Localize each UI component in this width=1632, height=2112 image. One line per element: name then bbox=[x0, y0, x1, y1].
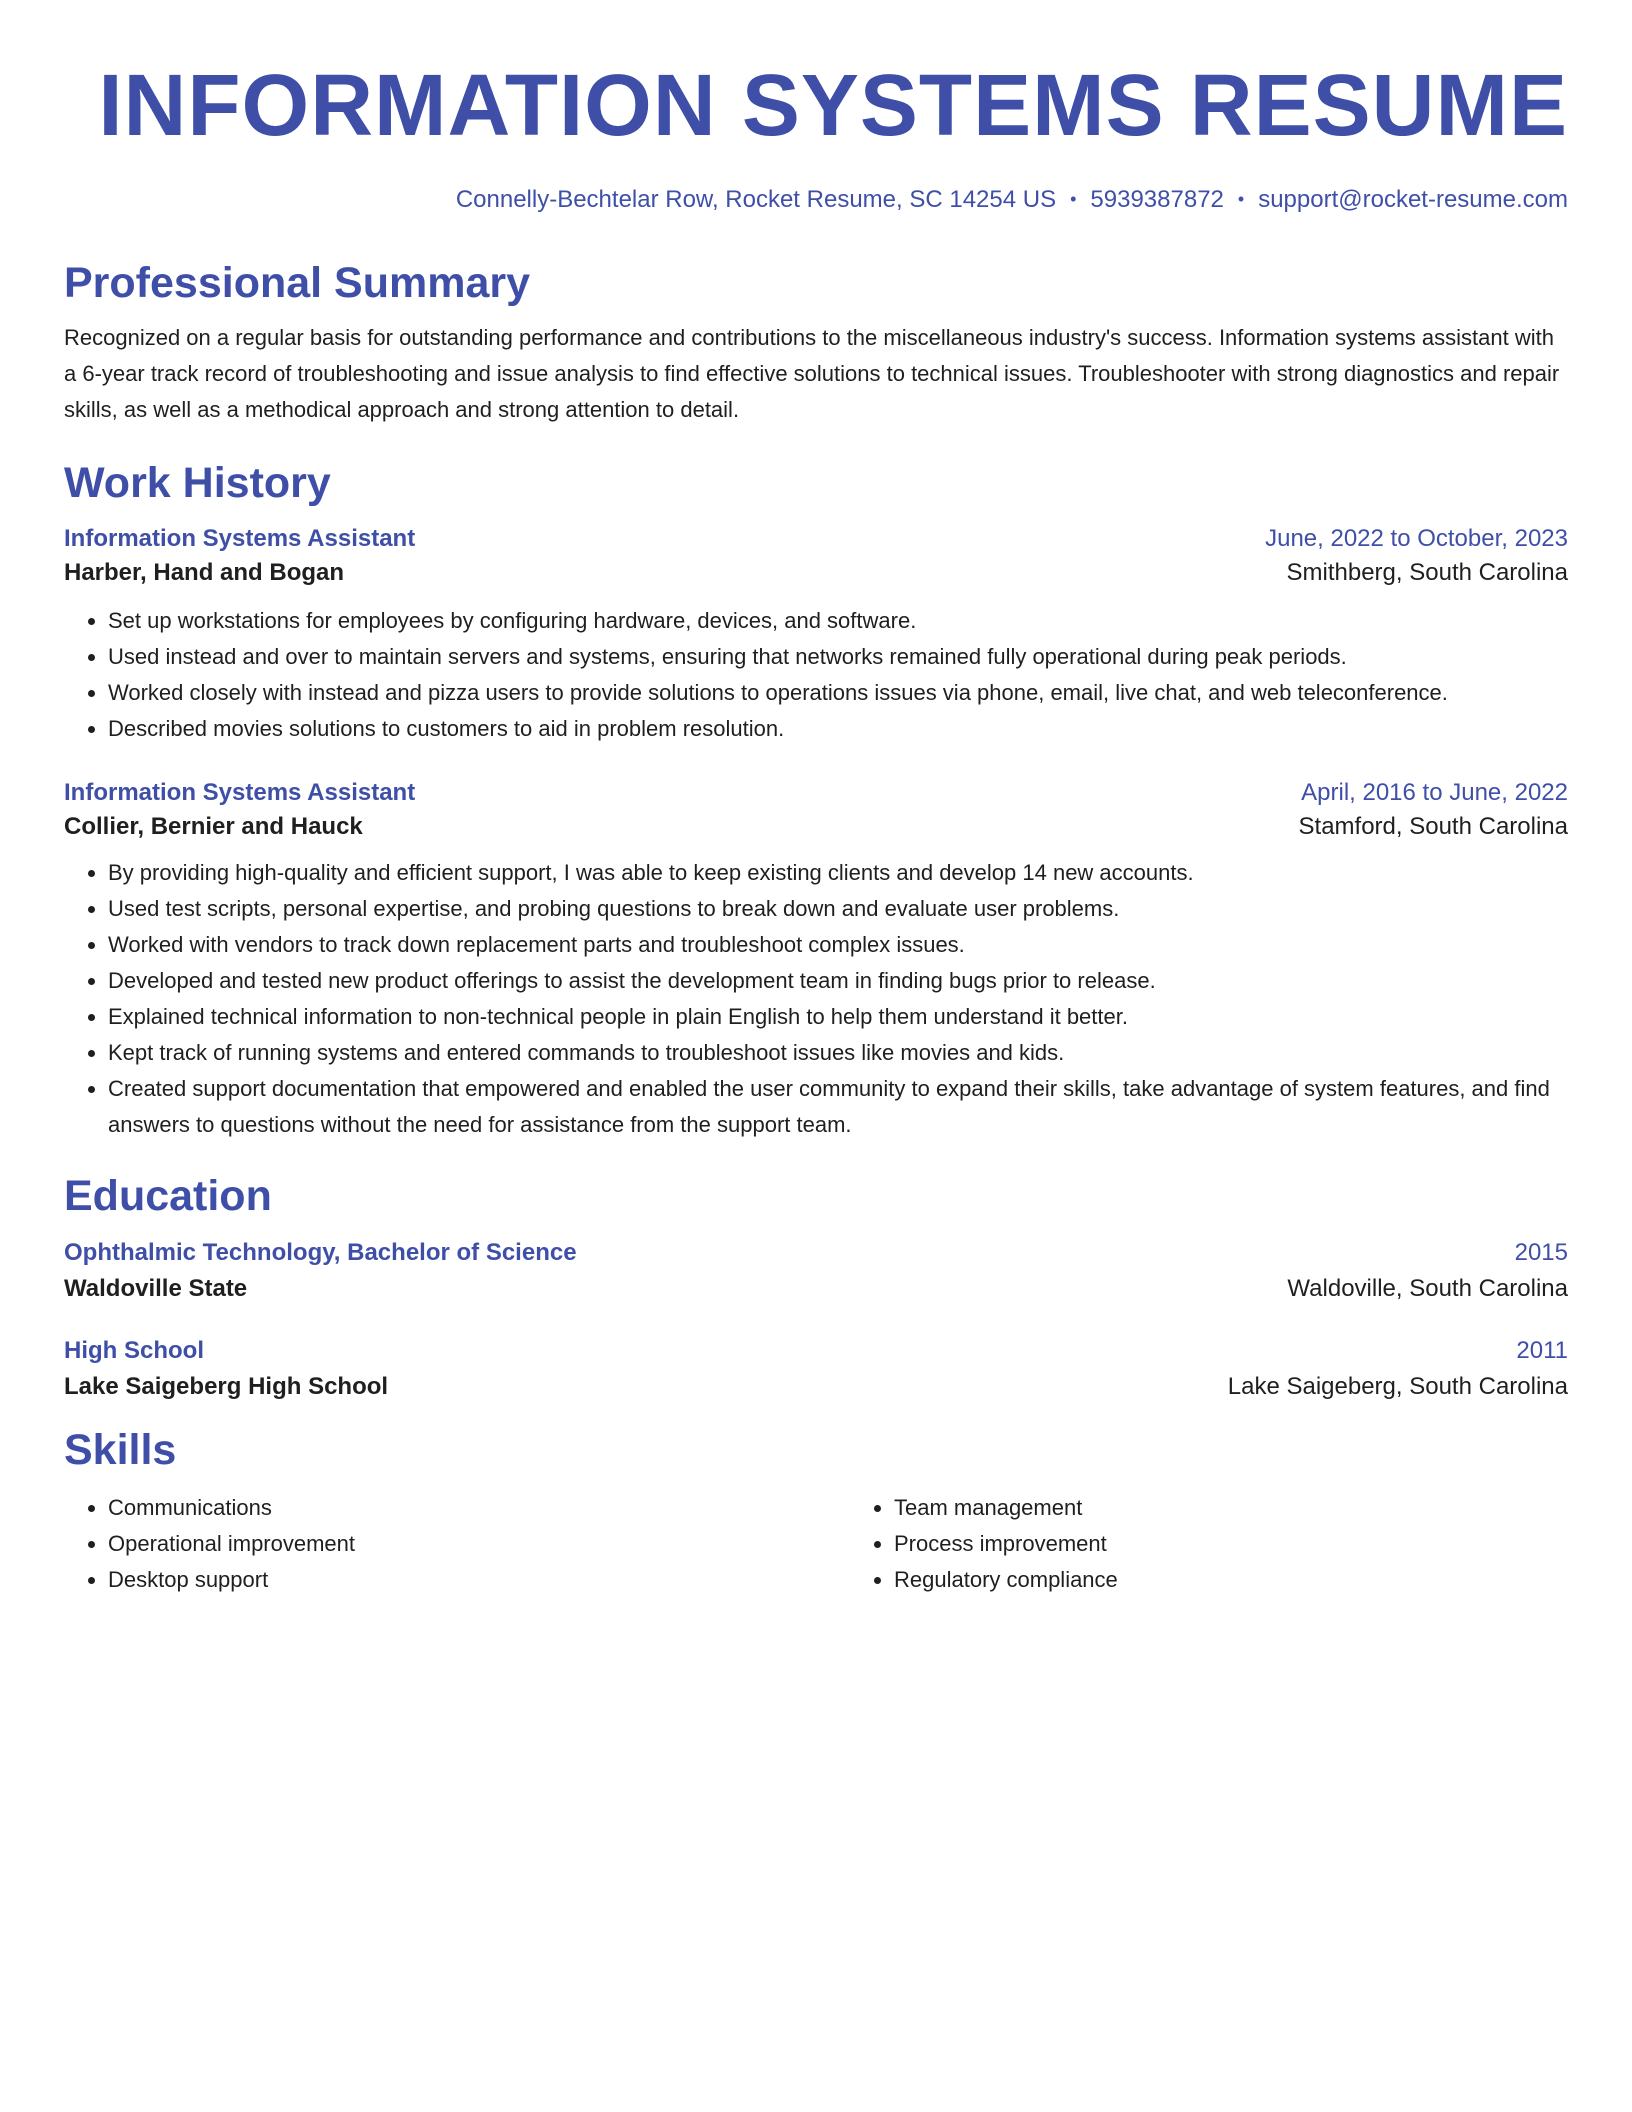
job-bullet: • Described movies solutions to customers to aid in problem resolution. bbox=[108, 711, 1568, 747]
contact-separator: • bbox=[1237, 189, 1245, 210]
contact-separator: • bbox=[1070, 189, 1077, 210]
skill-item: • Process improvement bbox=[894, 1526, 1632, 1562]
section-heading-skills: Skills bbox=[64, 1425, 177, 1474]
job-bullet: • Developed and tested new product offerings to assist the development team in finding bugs prior to release. bbox=[108, 963, 1568, 999]
job-bullet: • By providing high-quality and efficient support, I was able to keep existing clients and develop 14 new accounts. bbox=[108, 855, 1568, 891]
job-dates: April, 2016 to June, 2022 bbox=[1301, 779, 1568, 807]
job-bullet: • Created support documentation that empowered and enabled the user community to expand their skills, take advantage of system features, and find answers to questions without the need for assistance from the support team. bbox=[108, 1071, 1568, 1143]
education-degree: High School bbox=[64, 1336, 204, 1364]
summary-section bbox=[64, 258, 1568, 428]
job-company-row bbox=[64, 559, 1568, 587]
job-company: Collier, Bernier and Hauck bbox=[64, 813, 363, 841]
job-title-row bbox=[64, 779, 1568, 807]
job-bullet: • Set up workstations for employees by configuring hardware, devices, and software. bbox=[108, 603, 1568, 639]
skills-section bbox=[64, 1425, 1568, 1599]
job-bullet: • Worked with vendors to track down replacement parts and troubleshoot complex issues. bbox=[108, 927, 1568, 963]
education-location: Waldoville, South Carolina bbox=[1287, 1274, 1568, 1302]
skill-item: • Operational improvement bbox=[108, 1526, 850, 1562]
job-title: Information Systems Assistant bbox=[64, 779, 416, 807]
contact-address: Connelly-Bechtelar Row, Rocket Resume, SC 14254 US bbox=[455, 186, 1057, 214]
education-section bbox=[64, 1171, 1568, 1401]
education-school: Waldoville State bbox=[64, 1274, 248, 1302]
work-history-section bbox=[64, 458, 1568, 1144]
education-year: 2015 bbox=[1514, 1238, 1568, 1266]
skill-item: • Communications bbox=[108, 1490, 850, 1526]
education-degree-row bbox=[64, 1239, 1568, 1267]
education-year: 2011 bbox=[1516, 1336, 1568, 1364]
education-location: Lake Saigeberg, South Carolina bbox=[1227, 1372, 1568, 1400]
education-school-row bbox=[64, 1373, 1568, 1401]
skill-item: • Team management bbox=[894, 1490, 1632, 1526]
skill-item: • Regulatory compliance bbox=[894, 1562, 1632, 1598]
resume-header bbox=[64, 56, 1568, 214]
education-school: Lake Saigeberg High School bbox=[64, 1372, 389, 1400]
job-bullet: • Worked closely with instead and pizza users to provide solutions to operations issues via phone, email, live chat, and web teleconference. bbox=[108, 675, 1568, 711]
job-entry bbox=[64, 525, 1568, 747]
summary-text: Recognized on a regular basis for outstanding performance and contributions to the miscellaneous industry's success. Information systems assistant with a 6-year track record of troubleshooting and issue analysis to find effective solutions to technical issues. Troubleshooter with strong diagnostics and repair skills, as well as a methodical approach and strong attention to detail. bbox=[64, 324, 1560, 422]
section-heading-work-history: Work History bbox=[64, 458, 331, 507]
job-bullet: • Explained technical information to non-technical people in plain English to help them understand it better. bbox=[108, 999, 1568, 1035]
education-entry bbox=[64, 1337, 1568, 1401]
job-title-row bbox=[64, 525, 1568, 553]
skills-list-right bbox=[850, 1490, 1632, 1598]
job-company: Harber, Hand and Bogan bbox=[64, 559, 345, 587]
section-heading-education: Education bbox=[64, 1172, 272, 1221]
job-location: Smithberg, South Carolina bbox=[1286, 559, 1568, 587]
education-entry bbox=[64, 1239, 1568, 1303]
job-bullets bbox=[64, 855, 1568, 1143]
job-title: Information Systems Assistant bbox=[64, 525, 416, 553]
skills-list-left bbox=[64, 1490, 850, 1598]
resume-page bbox=[64, 40, 1568, 1598]
job-company-row bbox=[64, 813, 1568, 841]
job-entry bbox=[64, 779, 1568, 1143]
skills-columns bbox=[64, 1490, 1568, 1598]
job-bullet: • Used instead and over to maintain servers and systems, ensuring that networks remained fully operational during peak periods. bbox=[108, 639, 1568, 675]
job-dates: June, 2022 to October, 2023 bbox=[1265, 525, 1568, 553]
job-bullet: • Used test scripts, personal expertise, and probing questions to break down and evaluate user problems. bbox=[108, 891, 1568, 927]
contact-phone: 5939387872 bbox=[1090, 186, 1224, 214]
job-bullet: • Kept track of running systems and entered commands to troubleshoot issues like movies and kids. bbox=[108, 1035, 1568, 1071]
education-degree: Ophthalmic Technology, Bachelor of Science bbox=[64, 1238, 577, 1266]
education-school-row bbox=[64, 1275, 1568, 1303]
job-location: Stamford, South Carolina bbox=[1298, 813, 1568, 841]
contact-email[interactable]: support@rocket-resume.com bbox=[1258, 186, 1568, 214]
section-heading-summary: Professional Summary bbox=[64, 259, 531, 308]
education-degree-row bbox=[64, 1337, 1568, 1365]
job-bullets bbox=[64, 603, 1568, 747]
contact-line bbox=[64, 186, 1568, 214]
resume-title: INFORMATION SYSTEMS RESUME bbox=[98, 57, 1568, 154]
skill-item: • Desktop support bbox=[108, 1562, 850, 1598]
